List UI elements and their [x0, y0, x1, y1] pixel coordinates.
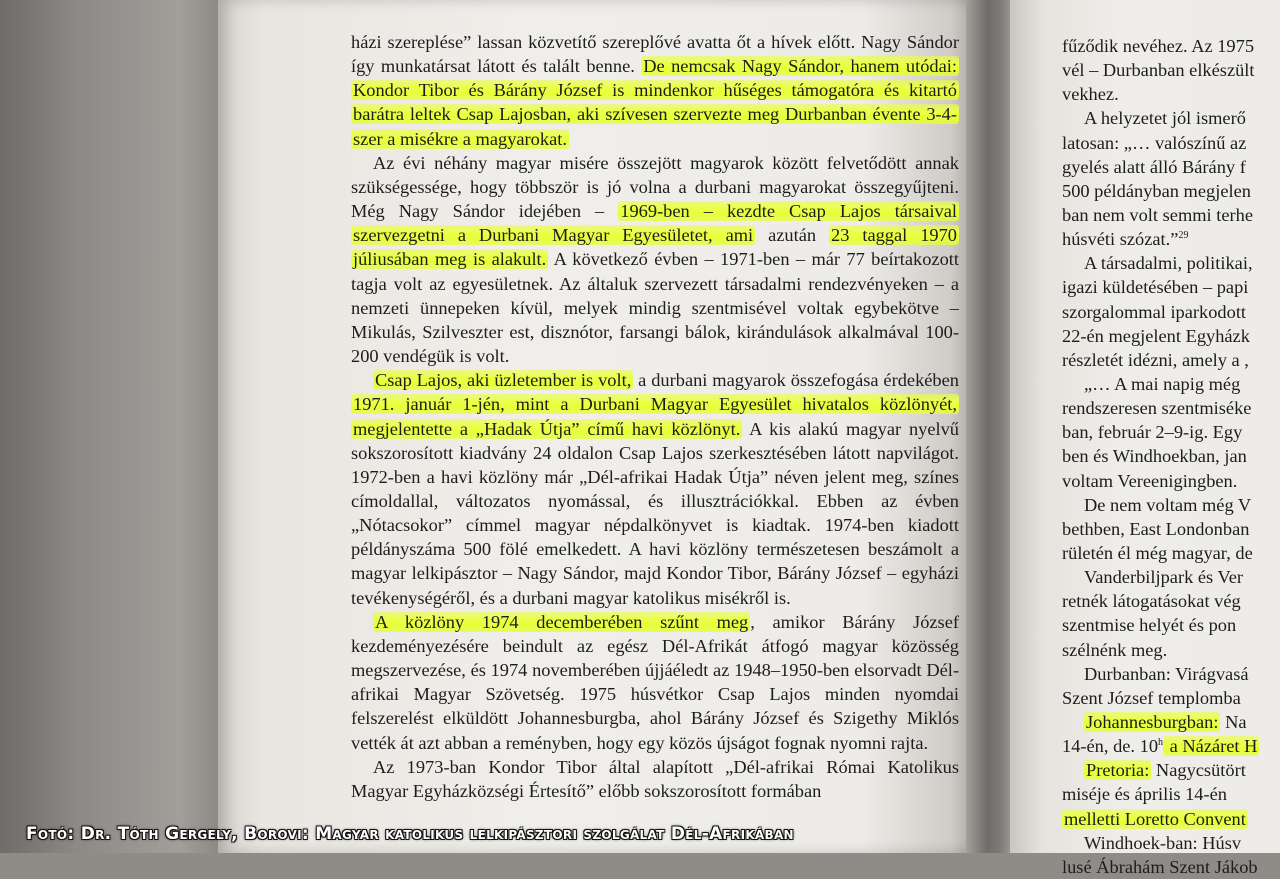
text-run: h [1158, 736, 1164, 748]
text-run: Az 1973-ban Kondor Tibor által alapított „Dél-afrikai Római Katolikus Magyar Egyházközségi Értesítő” előbb sokszorosított formában [351, 756, 959, 801]
footnote-marker: 29 [1178, 230, 1189, 241]
text-line [1062, 396, 1280, 420]
text-run: miséje és április 14-én [1062, 784, 1227, 805]
highlighted-text: 23 taggal 1970 júliusában meg is alakult. [353, 225, 957, 270]
text-line [1062, 782, 1280, 806]
paragraph [351, 610, 959, 755]
text-run: rületén él még magyar, de [1062, 542, 1253, 563]
text-line [1062, 227, 1280, 251]
text-run: latosan: „… valószínű az [1062, 132, 1247, 153]
left-page-text [351, 30, 959, 803]
text-run: szentmise helyét és pon [1062, 615, 1237, 636]
text-run: 14-én, de. 10 [1062, 736, 1159, 757]
text-line [1062, 348, 1280, 372]
text-run: retnék látogatásokat vég [1062, 591, 1241, 612]
text-line [1062, 517, 1280, 541]
text-run: A helyzetet jól ismerő [1084, 108, 1246, 129]
text-run: házi szereplése” lassan közvetítő szereplővé avatta őt a hívek előtt. Nagy Sándor így munkatársat látott és talált benne. [351, 32, 959, 77]
text-run: igazi küldetésében – papi [1062, 277, 1249, 298]
text-line [1062, 155, 1280, 179]
text-run: A következő évben – 1971-ben – már 77 beírtakozott tagja volt az egyesületnek. Az általuk szervezett társadalmi rendezvényeken – a nemzeti ünnepeken kívül, melyek mindig szentmisével voltak egybekötve – Mikulás, Szilveszter est, disznótor, farsangi bálok, kirándulások alkalmával 100-200 vendégük is volt. [351, 249, 959, 367]
text-run: 22-én megjelent Egyházk [1062, 325, 1250, 346]
text-run: , amikor Bárány József kezdeményezésére beindult az egész Dél-Afrikát átfogó magyar közösség megszervezése, és 1974 novemberében újjáéledt az 1948–1950-ben elsorvadt Dél-afrikai Magyar Szövetség. 1975 húsvétkor Csap Lajos minden nyomdai felszerelést elküldött Johannesburgba, ahol Bárány József és Szigethy Miklós vették át azt abban a reményben, hogy egy közös újságot fognak nyomni rajta. [351, 611, 959, 753]
text-run: ban nem volt semmi terhe [1062, 204, 1254, 225]
photo-credit: Fotó: Dr. Tóth Gergely, Borovi: Magyar katolikus lelkipásztori szolgálat Dél-Afrikában [26, 824, 794, 844]
text-line [1062, 34, 1280, 58]
text-line [1062, 203, 1280, 227]
text-line [1062, 541, 1280, 565]
text-line [1062, 855, 1280, 879]
highlighted-text: a Názáret H [1165, 736, 1258, 757]
text-line [1062, 324, 1280, 348]
text-line [1062, 131, 1280, 155]
highlighted-text: 1971. január 1-jén, mint a Durbani Magyar Egyesület hivatalos közlönyét, megjelentette a „Hadak Útja” című havi közlönyt. [353, 394, 957, 439]
highlighted-text: Pretoria: [1086, 760, 1150, 781]
text-run: lusé Ábrahám Szent Jákob [1062, 856, 1258, 877]
text-line [1062, 106, 1280, 130]
text-run: rendszeresen szentmiséke [1062, 398, 1252, 419]
text-run: Vanderbiljpark és Ver [1084, 567, 1243, 588]
text-line [1062, 469, 1280, 493]
text-run: bethben, East Londonban [1062, 518, 1250, 539]
text-line [1062, 82, 1280, 106]
text-line [1062, 420, 1280, 444]
text-run: „… A mai napig még [1084, 373, 1241, 394]
highlighted-text: melletti Loretto Convent [1064, 808, 1246, 829]
text-run: Na [1220, 711, 1247, 732]
text-run: voltam Vereenigingben. [1062, 470, 1238, 491]
text-line [1062, 758, 1280, 782]
text-run: ban, február 2–9-ig. Egy [1062, 422, 1243, 443]
text-run: Nagycsütört [1151, 760, 1246, 781]
text-run: szélnénk meg. [1062, 639, 1168, 660]
text-run: vél – Durbanban elkészült [1062, 60, 1255, 81]
text-run: gyelés alatt álló Bárány f [1062, 156, 1246, 177]
highlighted-text: Johannesburgban: [1086, 711, 1219, 732]
text-run: részletét idézni, amely a , [1062, 349, 1249, 370]
paragraph [351, 368, 959, 610]
text-line [1062, 372, 1280, 396]
highlighted-text: A közlöny 1974 decemberében szűnt meg [375, 611, 749, 632]
text-line [1062, 58, 1280, 82]
text-line [1062, 613, 1280, 637]
text-line [1062, 638, 1280, 662]
text-line [1062, 300, 1280, 324]
text-run: A kis alakú magyar nyelvű sokszorosított kiadvány 24 oldalon Csap Lajos szerkesztésében látott napvilágot. 1972-ben a havi közlöny már „Dél-afrikai Hadak Útja” néven jelent meg, színes címoldallal, változatos nyomással, és illusztrációkkal. Ebben az évben „Nótacsokor” címmel magyar népdalkönyvet is kiadtak. 1974-ben kiadott példányszáma 500 fölé emelkedett. A havi közlöny természetesen beszámolt a magyar lelkipásztor – Nagy Sándor, majd Kondor Tibor, Bárány József – egyházi tevékenységéről, és a durbani magyar katolikus misékről is. [351, 418, 959, 608]
text-run: azután [755, 225, 830, 246]
paragraph [351, 755, 959, 803]
text-line [1062, 686, 1280, 710]
text-line [1062, 589, 1280, 613]
text-run: húsvéti szózat.” [1062, 229, 1179, 250]
paragraph [351, 151, 959, 368]
text-line [1062, 444, 1280, 468]
text-run: Szent József templomba [1062, 687, 1241, 708]
text-run: fűződik nevéhez. Az 1975 [1062, 36, 1255, 56]
text-line [1062, 565, 1280, 589]
text-line [1062, 710, 1280, 734]
text-run: A társadalmi, politikai, [1084, 253, 1253, 274]
text-run: Windhoek-ban: Húsv [1084, 832, 1242, 853]
text-run: Az évi néhány magyar misére összejött magyarok között felvetődött annak szükségessége, hogy többször is jó volna a durbani magyarokat összegyűjteni. Még Nagy Sándor idejében – [351, 152, 959, 222]
text-run: a durbani magyarok összefogása érdekében [633, 370, 959, 391]
text-line [1062, 275, 1280, 299]
text-line [1062, 493, 1280, 517]
highlighted-text: 1969-ben – kezdte Csap Lajos társaival szervezgetni a Durbani Magyar Egyesületet, ami [353, 201, 957, 246]
text-line [1062, 251, 1280, 275]
right-page-text [1062, 34, 1280, 879]
paragraph [351, 30, 959, 151]
text-run: szorgalommal iparkodott [1062, 301, 1247, 322]
text-run: vekhez. [1062, 84, 1119, 105]
text-run: Durbanban: Virágvasá [1084, 663, 1249, 684]
text-line [1062, 179, 1280, 203]
highlighted-text: Csap Lajos, aki üzletember is volt, [375, 370, 632, 391]
highlighted-text: De nemcsak Nagy Sándor, hanem utódai: Kondor Tibor és Bárány József is mindenkor hűséges támogatóra és kitartó barátra leltek Csap Lajosban, aki szívesen szervezte meg Durbanban évente 3-4-szer a misékre a magyarokat. [353, 56, 957, 149]
text-run: ben és Windhoekban, jan [1062, 446, 1247, 467]
text-line [1062, 734, 1280, 758]
text-line [1062, 662, 1280, 686]
text-run: 500 példányban megjelen [1062, 180, 1251, 201]
text-run: De nem voltam még V [1084, 494, 1252, 515]
